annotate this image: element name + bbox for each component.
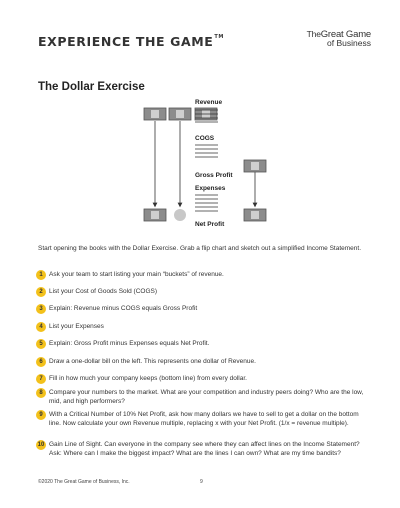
- step-number-badge: 4: [36, 322, 46, 332]
- step-text: Fill in how much your company keeps (bottom line) from every dollar.: [49, 375, 247, 382]
- step-text: Gain Line of Sight. Can everyone in the company see where they can affect lines on the Income Statement? Ask: Where can I make the biggest impact? What are the lines I can own? What are my time bandits?: [49, 441, 360, 457]
- dollar-bill-icon: [244, 209, 266, 221]
- brand-text: EXPERIENCE THE GAME: [38, 34, 214, 49]
- logo-line-2: of Business: [327, 38, 371, 48]
- income-statement-lines: [195, 110, 218, 211]
- coin-icon: [174, 209, 186, 221]
- step-number-badge: 10: [37, 442, 45, 448]
- step-text: Ask your team to start listing your main “buckets” of revenue.: [49, 271, 224, 278]
- label-revenue: Revenue: [195, 99, 223, 106]
- intro-paragraph: Start opening the books with the Dollar Exercise. Grab a flip chart and sketch out a simplified Income Statement.: [38, 245, 361, 252]
- step-number-badge: 3: [36, 304, 46, 314]
- step-text: Explain: Gross Profit minus Expenses equals Net Profit.: [49, 340, 210, 347]
- step-number-badge: 7: [36, 374, 46, 384]
- step-text: List your Expenses: [49, 323, 104, 330]
- label-expenses: Expenses: [195, 185, 226, 192]
- step-number-badge: 6: [36, 357, 46, 367]
- step-text: Compare your numbers to the market. What are your competition and industry peers doing? Who are the low, mid, and high performers?: [49, 389, 364, 405]
- label-net-profit: Net Profit: [195, 221, 225, 228]
- logo-the: The: [306, 29, 321, 39]
- dollar-bill-icon: [244, 160, 266, 172]
- dollar-bill-icon: [169, 108, 191, 120]
- label-cogs: COGS: [195, 135, 215, 142]
- page-title: The Dollar Exercise: [38, 81, 145, 93]
- step-number-badge: 2: [36, 287, 46, 297]
- logo-great-game: Great Game: [320, 29, 371, 40]
- step-text: List your Cost of Goods Sold (COGS): [49, 288, 158, 295]
- step-text: With a Critical Number of 10% Net Profit, ask how many dollars we have to sell to get a dollar on the bottom line. Now calculate your own Revenue multiple, replacing x with your Net Profit. (1/x = revenue multiple).: [49, 411, 359, 427]
- step-number-badge: 5: [36, 339, 46, 349]
- dollar-bill-icon: [144, 209, 166, 221]
- dollar-diagram: [0, 0, 400, 240]
- label-gross-profit: Gross Profit: [195, 172, 233, 179]
- step-number-badge: 1: [36, 270, 46, 280]
- dollar-bill-icon: [144, 108, 166, 120]
- footer-copyright: ©2020 The Great Game of Business, Inc.: [38, 479, 130, 485]
- page-number: 9: [200, 479, 203, 485]
- step-number-badge: 8: [36, 388, 46, 398]
- step-number-badge: 9: [36, 410, 46, 420]
- trademark-mark: TM: [214, 34, 225, 40]
- step-text: Draw a one-dollar bill on the left. This represents one dollar of Revenue.: [49, 358, 256, 365]
- step-text: Explain: Revenue minus COGS equals Gross Profit: [49, 305, 198, 312]
